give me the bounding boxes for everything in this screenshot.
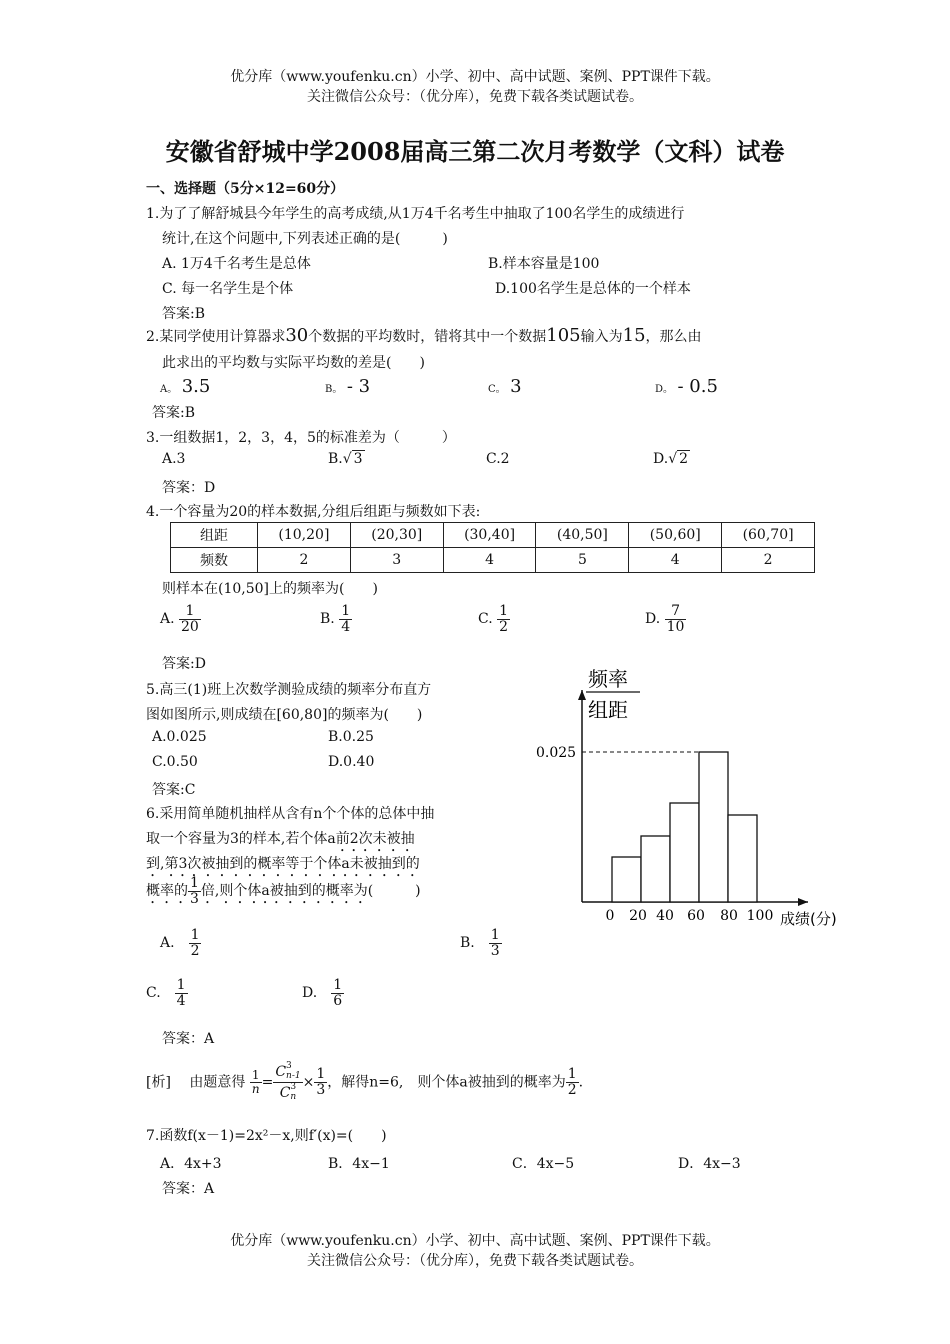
x-tick-label: 40 [656, 908, 674, 924]
denominator: 6 [333, 992, 343, 1009]
q2-b-label: B。 [325, 384, 343, 395]
table-cell: (20,30] [350, 523, 443, 548]
histogram-bar [670, 803, 699, 902]
table-cell: (50,60] [629, 523, 722, 548]
q6-answer: 答案：A [162, 1031, 215, 1047]
q4-stem-2: 则样本在(10,50]上的频率为( ) [162, 581, 378, 597]
table-cell: 2 [258, 548, 351, 573]
q1-stem-2: 统计,在这个问题中,下列表述正确的是( ) [162, 231, 448, 247]
histogram-bar [612, 857, 641, 902]
denominator: n [251, 1081, 260, 1096]
q2-text-3: 输入为 [580, 329, 623, 345]
q3-option-b: B.√ 3 [328, 451, 363, 467]
analysis-fraction-1 [250, 1069, 262, 1095]
q3-option-d: D.√ 2 [653, 451, 689, 467]
numerator: 1 [567, 1066, 577, 1083]
table-row [171, 548, 815, 573]
numerator: 1 [176, 977, 186, 993]
table-cell: (30,40] [443, 523, 536, 548]
q4-d-fraction [665, 604, 687, 634]
analysis-text-1: 由题意得 [189, 1074, 246, 1091]
analysis-fraction-2 [273, 1062, 302, 1103]
denominator: 20 [181, 618, 199, 635]
denominator: 3 [490, 942, 500, 959]
footer-line-1: 优分库（www.youfenku.cn）小学、初中、高中试题、案例、PPT课件下载。 [230, 1233, 720, 1249]
q2-a-value: 3.5 [181, 376, 211, 397]
q6-b-fraction [489, 928, 502, 958]
q6-stem-2 [146, 828, 415, 855]
denominator: 2 [190, 942, 200, 959]
combination-symbol: C [275, 1063, 287, 1080]
q3-option-c: C.2 [486, 451, 510, 467]
y-tick-label: 0.025 [536, 745, 577, 761]
q3-answer: 答案：D [162, 480, 216, 496]
q6-stem-4 [146, 876, 421, 907]
x-axis-label: 成绩(分) [780, 910, 837, 928]
q1-option-b: B.样本容量是100 [488, 256, 600, 272]
q4-c-label: C. [478, 611, 493, 628]
x-tick-label: 20 [629, 908, 647, 924]
table-cell: 2 [722, 548, 815, 573]
numerator: 1 [499, 603, 509, 619]
combination-symbol: C [279, 1084, 291, 1101]
x-tick-label: 60 [687, 908, 705, 924]
q6-stem-3: 到,第3次被抽到的概率等于个体a未被抽到的 [146, 856, 420, 872]
q2-number-15: 15 [622, 325, 646, 346]
table-cell: (60,70] [722, 523, 815, 548]
q2-c-value: 3 [510, 376, 522, 397]
y-label-top: 频率 [588, 667, 628, 691]
q6-option-a [160, 928, 201, 958]
q6-c-fraction [175, 978, 188, 1008]
q5-option-b: B.0.25 [328, 729, 374, 745]
subscript: n [290, 1091, 297, 1102]
q4-option-a [160, 604, 201, 634]
q6-text-2a: 取一个容量为3的样本,若个体a [146, 831, 336, 847]
q4-b-label: B. [320, 611, 335, 628]
q1-stem-1: 1.为了了解舒城县今年学生的高考成绩,从1万4千名考生中抽取了100名学生的成绩进行 [146, 206, 685, 222]
x-tick-label: 0 [605, 908, 615, 924]
page-title: 安徽省舒城中学2008届高三第二次月考数学（文科）试卷 [165, 137, 785, 166]
denominator: 4 [341, 618, 351, 635]
q2-b-value: - 3 [346, 376, 371, 397]
q2-c-label: C。 [488, 384, 506, 395]
q2-d-value: - 0.5 [677, 376, 718, 397]
y-axis-arrow [578, 690, 586, 700]
q6-text-4a: 概率的 [146, 883, 188, 900]
q2-text-1: 2.某同学使用计算器求 [146, 329, 286, 345]
q2-text-2: 个数据的平均数时，错将其中一个数据 [308, 329, 547, 345]
q2-answer: 答案:B [152, 405, 196, 421]
q1-answer: 答案:B [162, 306, 206, 322]
footer-line-2: 关注微信公众号：（优分库），免费下载各类试题试卷。 [307, 1253, 643, 1269]
table-cell: 4 [443, 548, 536, 573]
q2-option-b [325, 376, 370, 397]
q6-a-label: A. [160, 935, 175, 952]
q3-b-label: B. [328, 451, 343, 467]
q6-option-b [460, 928, 502, 958]
x-tick-label: 80 [720, 908, 738, 924]
numerator: 7 [665, 604, 687, 620]
numerator: 1 [250, 1069, 262, 1083]
numerator: 1 [190, 875, 199, 891]
numerator: 1 [333, 977, 343, 993]
q2-stem-1 [146, 325, 702, 346]
denominator [273, 1083, 302, 1103]
q3-b-radicand: 3 [353, 451, 363, 467]
q5-option-a: A.0.025 [152, 729, 207, 745]
q6-analysis [146, 1062, 583, 1103]
q2-number-30: 30 [285, 325, 309, 346]
q6-fraction [188, 876, 201, 906]
denominator: 10 [666, 618, 685, 635]
q6-d-label: D. [302, 985, 318, 1002]
q7-option-a: A．4x+3 [160, 1156, 222, 1172]
q2-d-label: D。 [655, 384, 674, 395]
denominator: 2 [567, 1081, 577, 1098]
frequency-histogram [530, 662, 860, 932]
table-header-cell: 频数 [171, 548, 258, 573]
numerator: 1 [490, 927, 500, 943]
table-cell: 5 [536, 548, 629, 573]
q2-a-label: A。 [160, 384, 178, 395]
q2-option-d [655, 376, 718, 397]
x-axis-arrow [798, 898, 808, 906]
q5-option-d: D.0.40 [328, 754, 375, 770]
combination-indices [286, 1062, 301, 1082]
q3-option-a: A.3 [162, 451, 186, 467]
q7-option-d: D．4x−3 [678, 1156, 741, 1172]
analysis-fraction-4 [566, 1067, 579, 1097]
analysis-times: × [302, 1074, 315, 1091]
analysis-end: . [578, 1074, 584, 1091]
q2-text-4: ，那么由 [645, 329, 702, 345]
q1-option-c: C. 每一名学生是个体 [162, 281, 294, 297]
q7-option-c: C．4x−5 [512, 1156, 575, 1172]
table-row [171, 523, 815, 548]
q6-stem-1: 6.采用简单随机抽样从含有n个个体的总体中抽 [146, 806, 435, 822]
q4-a-label: A. [160, 611, 175, 628]
q3-stem: 3.一组数据1，2，3，4，5的标准差为（ ） [146, 430, 456, 446]
table-cell: (10,20] [258, 523, 351, 548]
q4-option-c [478, 604, 510, 634]
q6-a-fraction [189, 928, 202, 958]
q4-answer: 答案:D [162, 656, 206, 672]
histogram-bar [699, 752, 728, 902]
combination-indices [290, 1083, 296, 1103]
numerator: 1 [316, 1066, 326, 1083]
q7-stem: 7.函数f(x－1)=2x²－x,则f′(x)=( ) [146, 1128, 387, 1144]
q7-option-b: B．4x−1 [328, 1156, 390, 1172]
table-header-cell: 组距 [171, 523, 258, 548]
y-label-bottom: 组距 [588, 698, 628, 722]
q2-option-a [160, 376, 210, 397]
q7-answer: 答案：A [162, 1181, 215, 1197]
analysis-label: [析] [146, 1074, 171, 1091]
q2-stem-2: 此求出的平均数与实际平均数的差是( ) [162, 355, 425, 371]
q6-d-fraction [331, 978, 344, 1008]
q3-d-radicand: 2 [679, 451, 689, 467]
numerator: 1 [190, 927, 200, 943]
q4-option-b [320, 604, 352, 634]
q6-option-d [302, 978, 344, 1008]
q2-number-105: 105 [546, 325, 581, 346]
numerator [273, 1062, 302, 1083]
superscript: 3 [290, 1081, 297, 1092]
q2-option-c [488, 376, 522, 397]
q5-stem-2: 图如图所示,则成绩在[60,80]的频率为( ) [146, 707, 423, 723]
q4-a-fraction [179, 604, 201, 634]
q6-c-label: C. [146, 985, 161, 1002]
table-cell: (40,50] [536, 523, 629, 548]
q4-d-label: D. [645, 611, 661, 628]
q5-stem-1: 5.高三(1)班上次数学测验成绩的频率分布直方 [146, 682, 432, 698]
numerator: 1 [341, 603, 351, 619]
frequency-table [170, 522, 815, 573]
q6-b-label: B. [460, 935, 475, 952]
table-cell: 4 [629, 548, 722, 573]
q6-text-4b: 倍,则个体a被抽到的概率为( ) [200, 883, 421, 900]
denominator: 4 [176, 992, 186, 1009]
q1-option-d: D.100名学生是总体的一个样本 [495, 281, 691, 297]
q4-b-fraction [339, 604, 352, 634]
section-heading: 一、选择题（5分×12=60分） [146, 181, 345, 197]
header-line-2: 关注微信公众号：（优分库），免费下载各类试题试卷。 [307, 89, 643, 105]
histogram-bar [641, 836, 670, 902]
q1-option-a: A. 1万4千名考生是总体 [162, 256, 311, 272]
q5-answer: 答案:C [152, 782, 196, 798]
superscript: 3 [286, 1061, 292, 1071]
histogram-bar [728, 815, 757, 902]
q3-d-label: D. [653, 451, 669, 467]
q4-stem: 4.一个容量为20的样本数据,分组后组距与频数如下表: [146, 504, 481, 520]
table-cell: 3 [350, 548, 443, 573]
analysis-equals: = [261, 1074, 274, 1091]
q4-c-fraction [497, 604, 510, 634]
q6-text-2b: 前2次未被抽 [335, 831, 415, 847]
q6-option-c [146, 978, 188, 1008]
q5-option-c: C.0.50 [152, 754, 198, 770]
subscript: n-1 [286, 1070, 301, 1081]
analysis-text-2: ，解得n=6, 则个体a被抽到的概率为 [327, 1074, 566, 1091]
denominator: 2 [499, 618, 509, 635]
denominator: 3 [316, 1081, 326, 1098]
q4-option-d [645, 604, 686, 634]
denominator: 3 [190, 890, 199, 907]
x-tick-label: 100 [746, 908, 774, 924]
numerator: 1 [179, 604, 201, 620]
header-line-1: 优分库（www.youfenku.cn）小学、初中、高中试题、案例、PPT课件下载。 [230, 69, 720, 85]
analysis-fraction-3 [314, 1067, 327, 1097]
